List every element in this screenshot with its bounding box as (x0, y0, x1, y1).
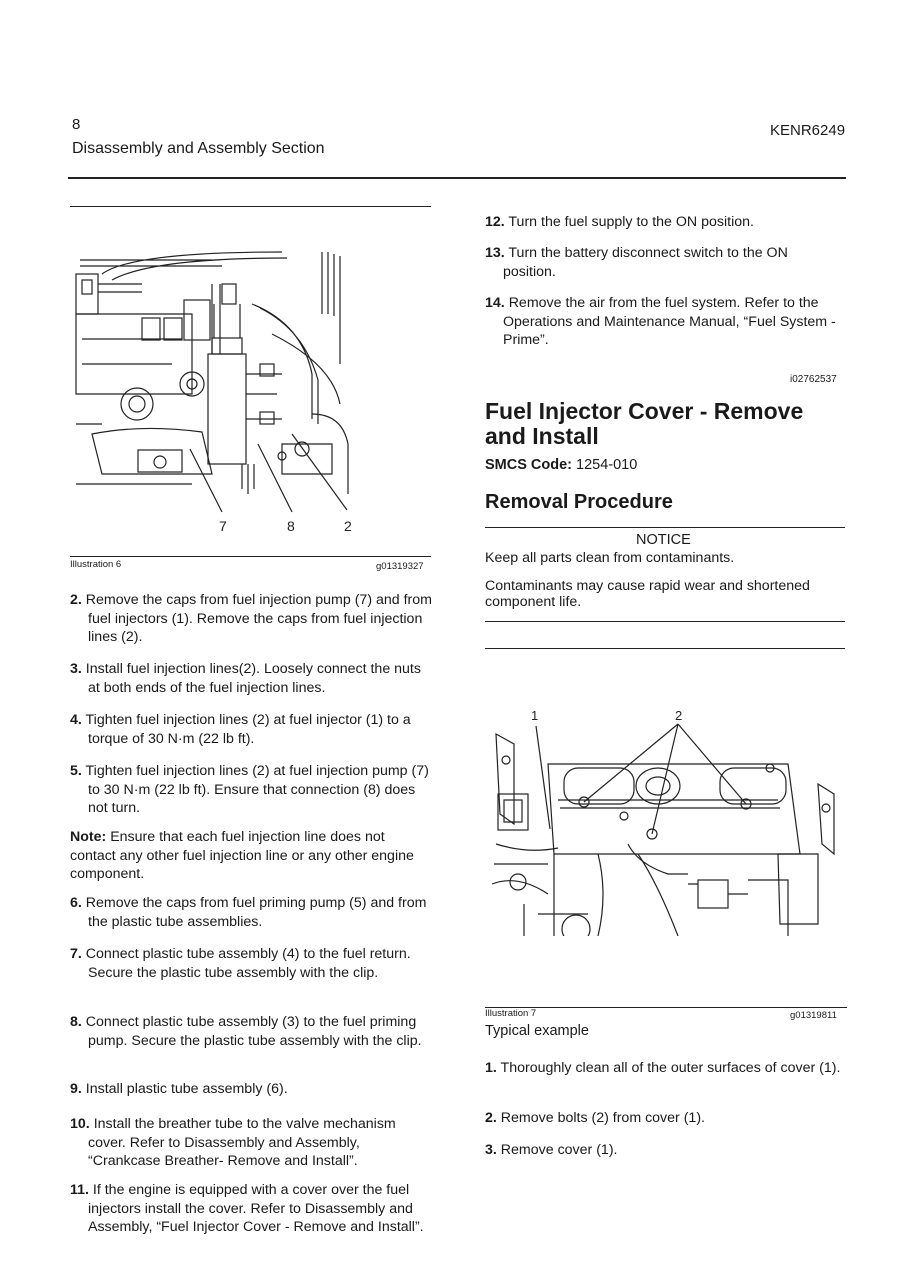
removal-step-2 (485, 1109, 847, 1128)
step-10 (70, 1115, 432, 1171)
step-4 (70, 711, 432, 748)
step-text: Remove the caps from fuel injection pump (7) and from fuel injectors (1). Remove the caps from fuel injection lines (2). (85, 592, 432, 645)
step-text: Thoroughly clean all of the outer surfaces of cover (1). (500, 1060, 841, 1076)
removal-heading: Removal Procedure (485, 491, 673, 513)
step-number: 3. (485, 1142, 497, 1158)
illustration7-ref: g01319811 (790, 1010, 837, 1021)
step-number: 3. (70, 661, 82, 677)
note (70, 828, 432, 884)
step-number: 1. (485, 1060, 497, 1076)
illustration7-drawing (488, 704, 840, 936)
step-text: Remove the air from the fuel system. Refer to the Operations and Maintenance Manual, “Fuel System - Prime”. (503, 295, 836, 348)
step-text: Install the breather tube to the valve mechanism cover. Refer to Disassembly and Assembly, “Crankcase Breather- Remove and Install”. (88, 1116, 396, 1169)
step-8 (70, 1013, 432, 1050)
step-text: Turn the battery disconnect switch to the ON position. (503, 245, 788, 280)
notice-label: NOTICE (636, 532, 691, 548)
notice-line-1: Keep all parts clean from contaminants. (485, 550, 735, 566)
illustration7-caption: Illustration 7 (485, 1008, 537, 1019)
removal-step-3 (485, 1141, 847, 1160)
step-text: Remove bolts (2) from cover (1). (500, 1110, 705, 1126)
step-number: 5. (70, 763, 82, 779)
illustration6-top-rule (70, 206, 431, 207)
step-number: 7. (70, 946, 82, 962)
step-14 (485, 294, 847, 350)
step-text: Tighten fuel injection lines (2) at fuel injector (1) to a torque of 30 N·m (22 lb ft). (85, 712, 411, 747)
step-text: Connect plastic tube assembly (4) to the fuel return. Secure the plastic tube assembly with the clip. (85, 946, 411, 981)
step-12 (485, 213, 847, 232)
callout-7: 7 (219, 518, 227, 534)
step-number: 12. (485, 214, 505, 230)
step-text: Remove cover (1). (500, 1142, 618, 1158)
step-13 (485, 244, 815, 281)
step-number: 6. (70, 895, 82, 911)
step-7 (70, 945, 432, 982)
illustration6-caption-rule (70, 556, 431, 557)
step-text: If the engine is equipped with a cover over the fuel injectors install the cover. Refer to Disassembly and Assembly, “Fuel Injector Cover - Remove and Install”. (88, 1182, 424, 1235)
smcs-value: 1254-010 (572, 457, 638, 473)
notice-bottom-rule (485, 621, 845, 622)
step-number: 2. (485, 1110, 497, 1126)
step-3 (70, 660, 432, 697)
notice-top-rule (485, 527, 845, 528)
step-9 (70, 1080, 432, 1099)
step-number: 14. (485, 295, 505, 311)
step-6 (70, 894, 432, 931)
illustration7-top-rule (485, 648, 845, 649)
step-5 (70, 762, 432, 818)
note-label: Note: (70, 829, 107, 845)
smcs-label: SMCS Code: (485, 457, 572, 473)
topic-id: i02762537 (790, 374, 837, 385)
step-number: 13. (485, 245, 505, 261)
step-text: Remove the caps from fuel priming pump (5) and from the plastic tube assemblies. (85, 895, 427, 930)
step-number: 8. (70, 1014, 82, 1030)
smcs-code (485, 457, 637, 473)
step-text: Install fuel injection lines(2). Loosely connect the nuts at both ends of the fuel injection lines. (85, 661, 421, 696)
note-text: Ensure that each fuel injection line does not contact any other fuel injection line or any other engine component. (70, 829, 414, 882)
page-heading: Fuel Injector Cover - Remove and Install (485, 398, 804, 449)
step-2 (70, 591, 432, 647)
step-number: 4. (70, 712, 82, 728)
callout-8: 8 (287, 518, 295, 534)
illustration6-caption: Illustration 6 (70, 559, 122, 570)
illustration7-caption-rule (485, 1007, 847, 1008)
step-11 (70, 1181, 432, 1237)
section-title: Disassembly and Assembly Section (72, 140, 325, 157)
notice-line-2: Contaminants may cause rapid wear and shortened component life. (485, 578, 810, 610)
step-number: 11. (70, 1182, 89, 1198)
step-number: 10. (70, 1116, 90, 1132)
illustration6-ref: g01319327 (376, 561, 424, 572)
header-rule (68, 177, 846, 179)
page-number: 8 (72, 116, 81, 133)
document-id: KENR6249 (770, 122, 846, 139)
callout-2: 2 (344, 518, 352, 534)
illustration7-subcaption: Typical example (485, 1023, 589, 1039)
step-number: 2. (70, 592, 82, 608)
step-text: Tighten fuel injection lines (2) at fuel injection pump (7) to 30 N·m (22 lb ft). Ensure that connection (8) does not turn. (85, 763, 429, 816)
step-text: Install plastic tube assembly (6). (85, 1081, 288, 1097)
callout-2-cover: 2 (675, 708, 683, 723)
step-number: 9. (70, 1081, 82, 1097)
step-text: Connect plastic tube assembly (3) to the fuel priming pump. Secure the plastic tube assembly with the clip. (85, 1014, 422, 1049)
illustration6-drawing (72, 244, 352, 540)
step-text: Turn the fuel supply to the ON position. (508, 214, 754, 230)
callout-1: 1 (531, 708, 539, 723)
removal-step-1 (485, 1059, 847, 1078)
